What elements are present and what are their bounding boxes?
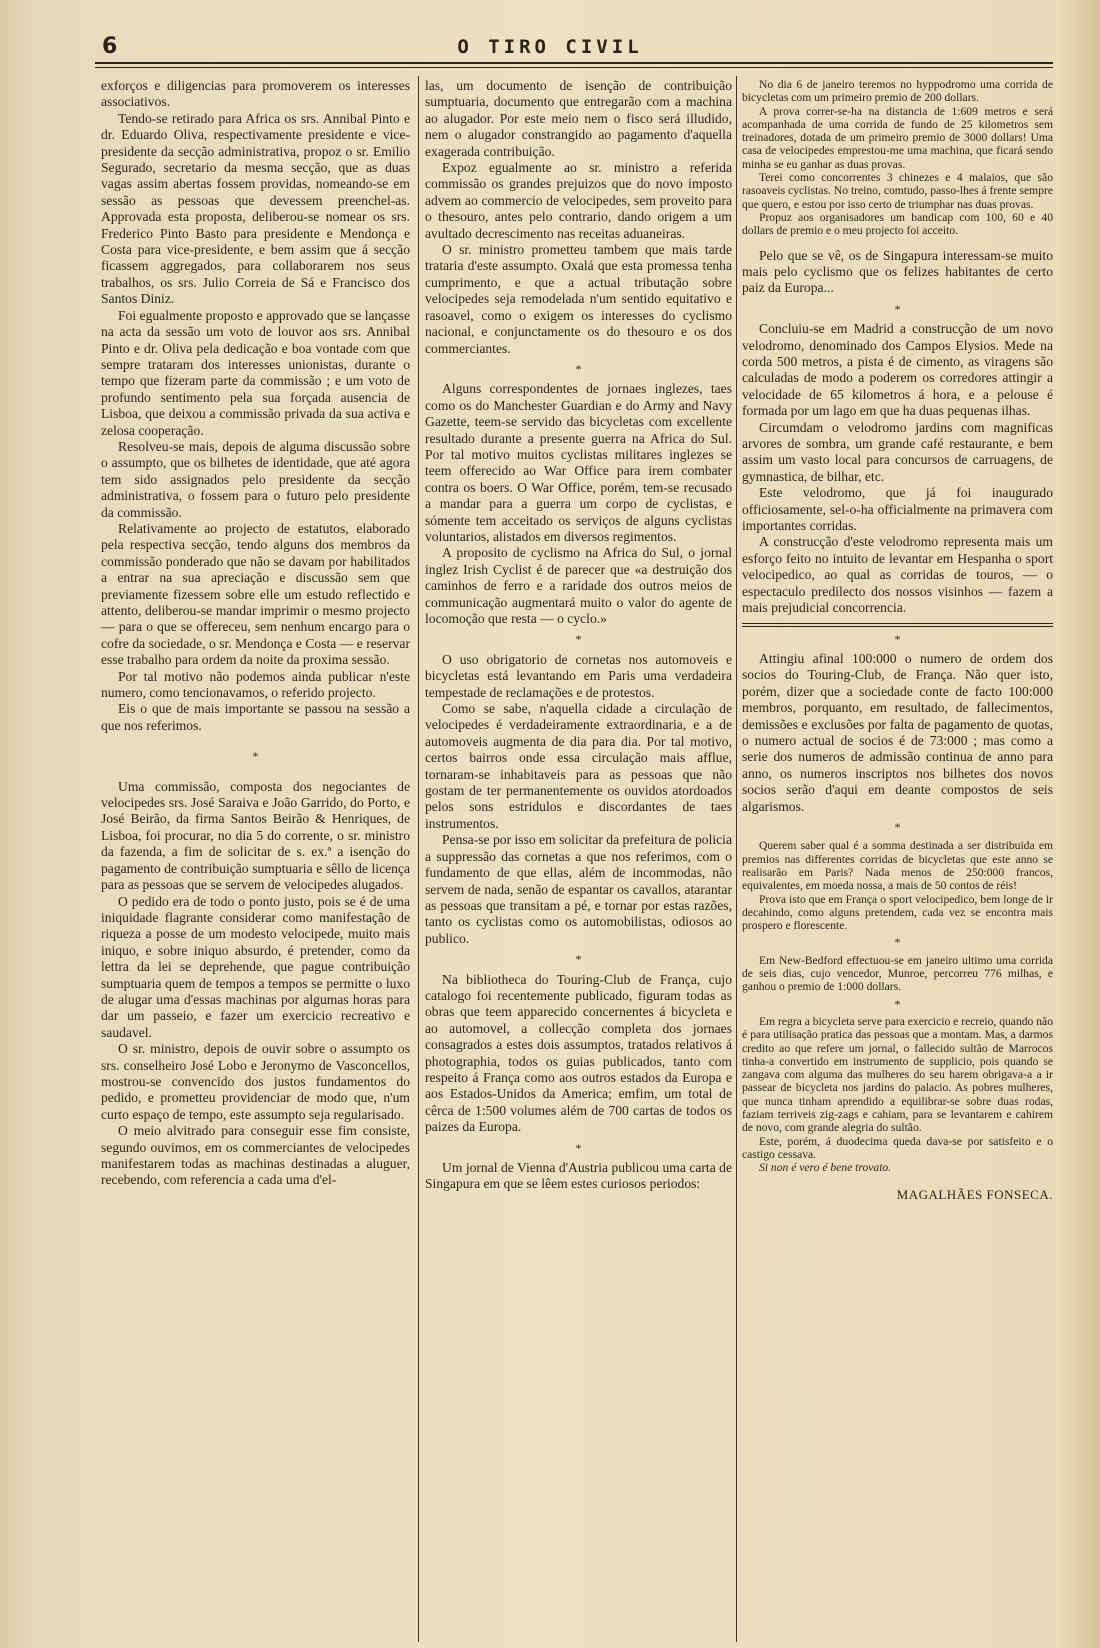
news-item <box>742 839 1053 1174</box>
paragraph: O sr. ministro prometteu tambem que mais tarde trataria d'este assumpto. Oxalá que esta promessa tenha cumprimento, e que a actual tributação sobre velocipedes seja remodelada n'um sentido equitativo e rasoavel, como o exigem os interesses do cyclismo nacional, e conjunctamente os do thesouro e os dos commerciantes. <box>425 242 732 356</box>
paragraph: Pelo que se vê, os de Singapura interessam-se muito mais pelo cyclismo que os felizes habitantes de certo paiz da Europa... <box>742 247 1053 296</box>
paragraph: Querem saber qual é a somma destinada a ser distribuida em premios nas differentes corridas de bicycletas que este anno se realisarão em Paris? Nada menos de 250:000 francos, equivalentes, em moeda nossa, a mais de 50 contos de réis! <box>742 839 1053 893</box>
column-divider <box>418 76 419 1642</box>
paragraph: Como se sabe, n'aquella cidade a circulação de velocipedes é verdadeiramente extraordinaria, e a de automoveis augmenta de dia para dia. Por tal motivo, certos bairros onde essa circulação mais afflue, tornaram-se inhabitaveis para as pessoas que não gostam de ter permanentemente os ouvidos atordoados pelos sons estridulos e discordantes de taes instrumentos. <box>425 701 732 831</box>
paragraph: Resolveu-se mais, depois de alguma discussão sobre o assumpto, que os bilhetes de identidade, que até agora tem sido assignados pelo presidente da secção administrativa, o fossem para o futuro pelo presidente da commissão. <box>101 438 410 520</box>
section-separator: * <box>894 631 901 646</box>
masthead-title: O TIRO CIVIL <box>457 36 643 58</box>
closing-quote: Si non é vero é bene trovato. <box>759 1161 892 1175</box>
paragraph: Alguns correspondentes de jornaes inglezes, taes como os do Manchester Guardian e do Army and Navy Gazette, teem-se servido das bicycletas com excellente resultado durante a presente guerra na Africa do Sul. Por tal motivo muitos cyclistas militares inglezes se teem offerecido ao War Office para irem combater contra os boers. O War Office, porém, tem-se recusado a mandar para a guerra um corpo de cyclistas, e sómente tem acceitado os serviços de alguns cyclistas voluntarios, alistados em diversos regimentos. <box>425 381 732 544</box>
section-separator: * <box>575 361 582 376</box>
section-separator: * <box>894 996 901 1011</box>
paragraph: Eis o que de mais importante se passou na sessão a que nos referimos. <box>101 701 410 733</box>
section-separator: * <box>575 632 582 647</box>
header-rule <box>95 62 1053 64</box>
section-separator: * <box>575 952 582 967</box>
paragraph: Um jornal de Vienna d'Austria publicou uma carta de Singapura em que se lêem estes curiosos periodos: <box>425 1160 732 1192</box>
paragraph: Foi egualmente proposto e approvado que se lançasse na acta da sessão um voto de louvor aos srs. Annibal Pinto e dr. Oliva pela dedicação e boa vontade com que sempre trataram dos interesses unionistas, durante o tempo que fizeram parte da commissão ; e um voto de profundo sentimento pela sua forçada ausencia de Lisboa, que deixou a commissão privada da sua activa e zelosa cooperação. <box>101 307 410 438</box>
paragraph: Em regra a bicycleta serve para exercicio e recreio, quando não é para utilisação pratica das pessoas que a montam. Mas, a darmos credito ao que refere um jornal, o fallecido sultão de Marrocos tinha-a convertido em instrumento de supplicio, pois quando se zangava com alguma das mulheres do seu harem obrigava-a a ir passear de bicycleta nos jardins do palacio. As pobres mulheres, que nunca tinham aprendido a equilibrar-se sobre duas rodas, faziam terriveis zig-zags e cahiam, para se levantarem e cahirem de novo, com grande alegria do sultão. <box>742 1014 1053 1135</box>
paragraph: Terei como concorrentes 3 chinezes e 4 malaios, que são rasoaveis cyclistas. No treino, comtudo, passo-lhes á frente sempre que quero, e estou por isso certo de triumphar nas duas provas. <box>742 171 1053 211</box>
paragraph: Attingiu afinal 100:000 o numero de ordem dos socios do Touring-Club, de França. Não quer isto, porém, dizer que a sociedade conte de facto 100:000 membros, porquanto, em resultado, de fallecimentos, demissões e exclusões por falta de pagamento de quotas, o numero actual de socios é de 73:000 ; mas como a serie dos numeros de admissão continua de anno para anno, os numeros inscriptos nos bilhetes dos novos socios serão d'aqui em deante compostos de seis algarismos. <box>742 650 1053 814</box>
paragraph: O meio alvitrado para conseguir esse fim consiste, segundo ouvimos, em os commerciantes de velocipedes manifestarem todas as machinas destinadas a aluguer, recebendo, com referencia a cada uma d'el- <box>101 1123 410 1188</box>
paragraph: Em New-Bedford effectuou-se em janeiro ultimo uma corrida de seis dias, cujo vencedor, Munroe, percorreu 776 milhas, e ganhou o premio de 1:000 dollars. <box>742 953 1053 994</box>
paragraph: las, um documento de isenção de contribuição sumptuaria, documento que entregarão com a machina ao alugador. Por este meio nem o fisco será illudido, nem o alugador constrangido ao pagamento d'aquella exagerada contribuição. <box>425 78 732 159</box>
paragraph: Este, porém, á duodecima queda dava-se por satisfeito e o castigo cessava. <box>742 1134 1053 1161</box>
paragraph: Circumdam o velodromo jardins com magnificas arvores de sombra, um grande café restaurante, e bem assim um vasto local para concursos de carruagens, de gymnastica, de bilhar, etc. <box>742 419 1053 484</box>
paragraph: Expoz egualmente ao sr. ministro a referida commissão os grandes prejuizos que do novo imposto advem ao commercio de velocipedes, sem proveito para o thesouro, antes pelo contrario, dando origem a um avultado decrescimento nas receitas aduaneiras. <box>425 160 732 241</box>
section-separator: * <box>894 301 901 316</box>
column-2 <box>425 78 732 1644</box>
section-separator: * <box>575 1140 582 1155</box>
section-separator: * <box>894 819 901 834</box>
paragraph: Tendo-se retirado para Africa os srs. Annibal Pinto e dr. Eduardo Oliva, respectivamente presidente e vice-presidente da secção administrativa, propoz o sr. Emilio Segurado, secretario da mesma secção, que as duas vagas assim abertas fossem providas, nomeando-se em sessão as pessoas que devessem preenchel-as. Approvada esta proposta, deliberou-se nomear os srs. Frederico Pinto Basto para presidente e Mendonça e Costa para vice-presidente, e bem assim que á secção ficassem aggregados, para collaborarem nos seus trabalhos, os srs. Julio Correia de Sá e Francisco dos Santos Diniz. <box>101 110 410 307</box>
paragraph: O pedido era de todo o ponto justo, pois se é de uma iniquidade flagrante considerar como manifestação de riqueza a posse de um modesto velocipede, muito mais iniquo, e sobre iniquo absurdo, é pretender, como da lettra da lei se deprehende, que pague contribuição sumptuaria quem de tempos a tempos se permitte o luxo de alugar uma d'essas machinas por algumas horas para dar um passeio, e fazer um exercicio recreativo e saudavel. <box>101 893 410 1040</box>
column-3 <box>742 78 1053 1644</box>
quoted-letter <box>742 78 1053 238</box>
author-signature: MAGALHÃES FONSECA. <box>896 1186 1053 1202</box>
paragraph: Uma commissão, composta dos negociantes de velocipedes srs. José Saraiva e João Garrido, do Porto, e José Beirão, da firma Santos Beirão & Henriques, de Lisboa, foi procurar, no dia 5 do corrente, o sr. ministro da fazenda, a fim de solicitar de s. ex.ª a isenção do pagamento de contribuição sumptuaria e sêllo de licença para as pessoas que se servem de velocipedes alugados. <box>101 778 410 893</box>
paragraph: Concluiu-se em Madrid a construcção de um novo velodromo, denominado dos Campos Elysios. Mede na corda 500 metros, a pista é de cimento, as viragens são calculadas de modo a poderem os corredores attingir a velocidade de 65 kilometros á hora, e a pelouse é formada por um lago em que ha duas pequenas ilhas. <box>742 321 1053 419</box>
column-1 <box>101 78 410 1644</box>
paragraph: Este velodromo, que já foi inaugurado officiosamente, sel-o-ha officialmente na primavera com importantes corridas. <box>742 485 1053 534</box>
paragraph: No dia 6 de janeiro teremos no hyppodromo uma corrida de bicycletas com um primeiro premio de 200 dollars. <box>742 78 1053 105</box>
paragraph: A proposito de cyclismo na Africa do Sul, o jornal inglez Irish Cyclist é de parecer que «a destruição dos caminhos de ferro e a raridade dos outros meios de communicação augmentará muito o valor do agente de locomoção que resta — o cyclo.» <box>425 545 732 626</box>
column-divider <box>736 76 737 1642</box>
section-rule <box>742 623 1053 627</box>
paragraph: Na bibliotheca do Touring-Club de França, cujo catalogo foi recentemente publicado, figuram todas as obras que teem apparecido concernentes á bicycleta e ao automovel, a collecção completa dos jornaes consagrados a estes dois assumptos, tratados relativos á photographia, todos os guias publicados, tanto com respeito á França como aos outros estados da Europa e aos Estados-Unidos da America; emfim, um total de cêrca de 1:500 volumes além de 700 cartas de todos os paizes da Europa. <box>425 971 732 1135</box>
paragraph: Por tal motivo não podemos ainda publicar n'este numero, como tencionavamos, o referido projecto. <box>101 668 410 701</box>
paragraph: O sr. ministro, depois de ouvir sobre o assumpto os srs. conselheiro José Lobo e Jeronymo de Vasconcellos, mostrou-se convencido dos justos fundamentos do pedido, e prometteu providenciar de modo que, n'um curto espaço de tempo, este assumpto seja regularisado. <box>101 1041 410 1122</box>
paragraph: A prova correr-se-ha na distancia de 1:609 metros e será acompanhada de uma corrida de fundo de 25 kilometros sem treinadores, dotada de um primeiro premio de 3000 dollars! Uma casa de velocipedes emprestou-me uma machina, que ficará sendo minha se eu ganhar as duas provas. <box>742 104 1053 171</box>
page-number: 6 <box>102 34 118 59</box>
section-separator: * <box>894 935 901 950</box>
page-header <box>0 32 1100 62</box>
paragraph: Prova isto que em França o sport velocipedico, bem longe de ir decahindo, como alguns pretendem, cada vez se encontra mais prospero e florescente. <box>742 892 1053 933</box>
paragraph: exforços e diligencias para promoverem os interesses associativos. <box>101 78 410 110</box>
paragraph: O uso obrigatorio de cornetas nos automoveis e bicycletas está levantando em Paris uma verdadeira tempestade de reclamações e de protestos. <box>425 651 732 700</box>
paragraph: Propuz aos organisadores um bandicap com 100, 60 e 40 dollars de premio e o meu projecto foi acceito. <box>742 210 1053 238</box>
paragraph: Pensa-se por isso em solicitar da prefeitura de policia a suppressão das cornetas a que nos referimos, com o fundamento de que ellas, além de incommodas, não servem de nada, senão de espantar os cavallos, atarantar as pessoas que transitam a pé, e tornar por estas razões, tanto os cyclistas como os automobilistas, odiosos ao publico. <box>425 832 732 946</box>
section-separator: * <box>252 749 259 764</box>
header-rule-thin <box>95 67 1053 68</box>
paragraph: Relativamente ao projecto de estatutos, elaborado pela respectiva secção, tendo alguns dos membros da commissão ponderado que não se davam por habilitados a entrar na sua apreciação e discussão sem que previamente fizessem sobre elle um estudo reflectido e attento, deliberou-se mandar imprimir o mesmo projecto — para o que se offereceu, sem nenhum encargo para o cofre da sociedade, o sr. Mendonça e Costa — e reservar esse trabalho para ordem da noite da proxima sessão. <box>101 520 410 668</box>
paragraph: A construcção d'este velodromo representa mais um esforço feito no intuito de levantar em Hespanha o sport velocipedico, ao qual as corridas de touros, — o espectaculo predilecto dos nossos visinhos — fazem a mais prejudicial concorrencia. <box>742 534 1053 616</box>
